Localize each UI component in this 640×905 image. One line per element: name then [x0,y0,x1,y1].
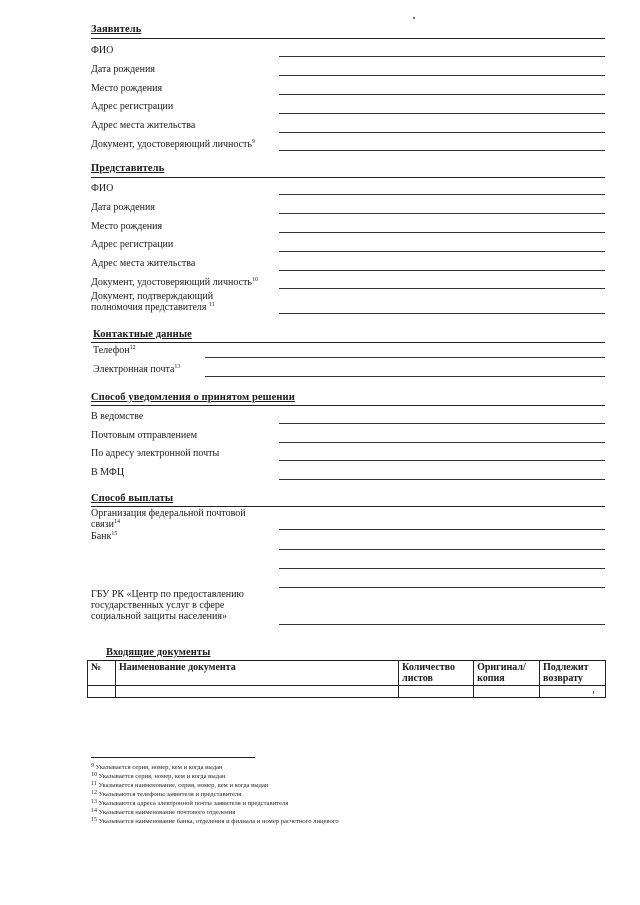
notify-post-label: Почтовым отправлением [91,430,198,441]
footnote-13 [91,800,288,809]
payment-postal-line1: Организация федеральной почтовой [91,508,246,519]
table-cell-count[interactable] [399,686,474,698]
payment-heading-rule [91,506,605,507]
payment-postal-line2-text: связи [91,519,114,530]
rep-authority-doc-field[interactable] [279,313,605,314]
email-label-text: Электронная почта [93,364,175,375]
table-cell-num[interactable] [88,686,116,698]
footnote-number: 13 [91,799,97,805]
payment-postal-field[interactable] [279,529,605,530]
rep-birthdate-label: Дата рождения [91,202,155,213]
rep-id-doc-text: Документ, удостоверяющий личность [91,277,252,288]
applicant-id-doc-field[interactable] [279,150,605,151]
notification-heading: Способ уведомления о принятом решении [91,392,295,403]
applicant-id-doc-text: Документ, удостоверяющий личность [91,139,252,150]
rep-authority-line1: Документ, подтверждающий [91,291,214,302]
footnote-number: 11 [91,781,97,787]
rep-id-doc-field[interactable] [279,288,605,289]
footnote-text: Указывается серия, номер, кем и когда выдан [95,764,223,771]
col-header-count-line2: листов [402,673,433,684]
col-header-name: Наименование документа [115,661,398,686]
rep-birthplace-label: Место рождения [91,221,163,232]
contacts-heading: Контактные данные [93,329,192,340]
table-row [88,686,606,698]
rep-reg-address-label: Адрес регистрации [91,239,174,250]
footnote-number: 15 [91,817,97,823]
email-label [93,364,180,375]
applicant-birthplace-label: Место рождения [91,83,163,94]
applicant-birthdate-field[interactable] [279,75,605,76]
notify-office-field[interactable] [279,423,605,424]
applicant-heading: Заявитель [91,24,142,35]
phone-field[interactable] [205,357,605,358]
payment-postal-label [91,508,246,530]
scan-speck [413,17,415,19]
footnote-text: Указывается наименование почтового отделения [98,809,236,816]
contacts-heading-rule [91,342,605,343]
incoming-heading: Входящие документы [106,647,211,658]
payment-bank-field-1[interactable] [279,549,605,550]
rep-reg-address-field[interactable] [279,251,605,252]
applicant-reg-address-label: Адрес регистрации [91,101,174,112]
representative-heading: Представитель [91,163,165,174]
notify-office-label: В ведомстве [91,411,144,422]
applicant-birthplace-field[interactable] [279,94,605,95]
notify-email-field[interactable] [279,460,605,461]
col-header-original-line2: копия [477,673,505,684]
payment-gbu-line1: ГБУ РК «Центр по предоставлению [91,589,244,600]
notify-email-label: По адресу электронной почты [91,448,220,459]
footnote-14 [91,809,235,818]
col-header-original [474,661,540,686]
footnote-text: Указываются телефоны заявителя и представителя [98,791,242,798]
col-header-count [399,661,474,686]
col-header-original-line1: Оригинал/ [477,662,526,673]
rep-fio-label: ФИО [91,183,114,194]
footnote-number: 14 [91,808,97,814]
applicant-residence-field[interactable] [279,132,605,133]
footnote-separator [91,757,255,758]
table-cell-original[interactable] [474,686,540,698]
payment-bank-text: Банк [91,531,112,542]
rep-residence-field[interactable] [279,270,605,271]
payment-gbu-label [91,589,244,622]
payment-gbu-line2: государственных услуг в сфере [91,600,225,611]
col-header-num: № [88,661,116,686]
notification-heading-rule [91,405,605,406]
footnote-9 [91,764,223,773]
payment-gbu-field[interactable] [279,624,605,625]
table-cell-return[interactable] [540,686,606,698]
table-header-row [88,661,606,686]
footnote-ref-11: 11 [209,302,215,308]
applicant-heading-rule [91,38,605,39]
phone-label-text: Телефон [93,345,130,356]
rep-fio-field[interactable] [279,194,605,195]
incoming-documents-table [87,660,606,698]
rep-authority-doc-label [91,291,215,313]
rep-birthdate-field[interactable] [279,213,605,214]
footnote-12 [91,791,241,800]
footnote-number: 9 [91,763,94,769]
notify-post-field[interactable] [279,442,605,443]
rep-residence-label: Адрес места жительства [91,258,196,269]
phone-label [93,345,136,356]
footnote-ref-14: 14 [113,519,120,525]
payment-bank-field-2[interactable] [279,568,605,569]
footnote-text: Указывается наименование банка, отделения и филиала и номер расчетного лицевого [98,818,339,825]
footnote-text: Указываются адреса электронной почты заявителя и представителя [98,800,289,807]
notify-mfc-label: В МФЦ [91,467,125,478]
payment-bank-field-3[interactable] [279,587,605,588]
payment-heading: Способ выплаты [91,493,174,504]
footnote-text: Указывается серия, номер, кем и когда выдан [98,773,226,780]
applicant-fio-field[interactable] [279,56,605,57]
notify-mfc-field[interactable] [279,479,605,480]
applicant-reg-address-field[interactable] [279,113,605,114]
footnote-number: 10 [91,772,97,778]
footnote-ref-12: 12 [129,345,136,351]
email-field[interactable] [205,376,605,377]
rep-id-doc-label [91,277,258,288]
rep-birthplace-field[interactable] [279,232,605,233]
col-header-return [540,661,606,686]
rep-authority-line2-text: полномочия представителя [91,302,207,313]
footnote-ref-9: 9 [251,139,255,145]
payment-postal-line2 [91,519,246,530]
footnote-15 [91,818,339,827]
footnote-number: 12 [91,790,97,796]
col-header-return-line1: Подлежит [543,662,589,673]
applicant-residence-label: Адрес места жительства [91,120,196,131]
applicant-fio-label: ФИО [91,45,114,56]
applicant-birthdate-label: Дата рождения [91,64,155,75]
payment-gbu-line3: социальной защиты населения» [91,611,227,622]
footnote-text: Указывается наименование, серия, номер, кем и когда выдан [98,782,269,789]
footnote-ref-13: 13 [174,364,181,370]
representative-heading-rule [91,177,605,178]
col-header-count-line1: Количество [402,662,456,673]
payment-bank-label [91,531,117,542]
footnote-10 [91,773,226,782]
col-header-return-line2: возврату [543,673,583,684]
footnote-ref-10: 10 [251,277,258,283]
footnote-11 [91,782,268,791]
rep-authority-line2 [91,302,215,313]
footnote-ref-15: 15 [111,531,118,537]
applicant-id-doc-label [91,139,255,150]
table-cell-name[interactable] [115,686,398,698]
